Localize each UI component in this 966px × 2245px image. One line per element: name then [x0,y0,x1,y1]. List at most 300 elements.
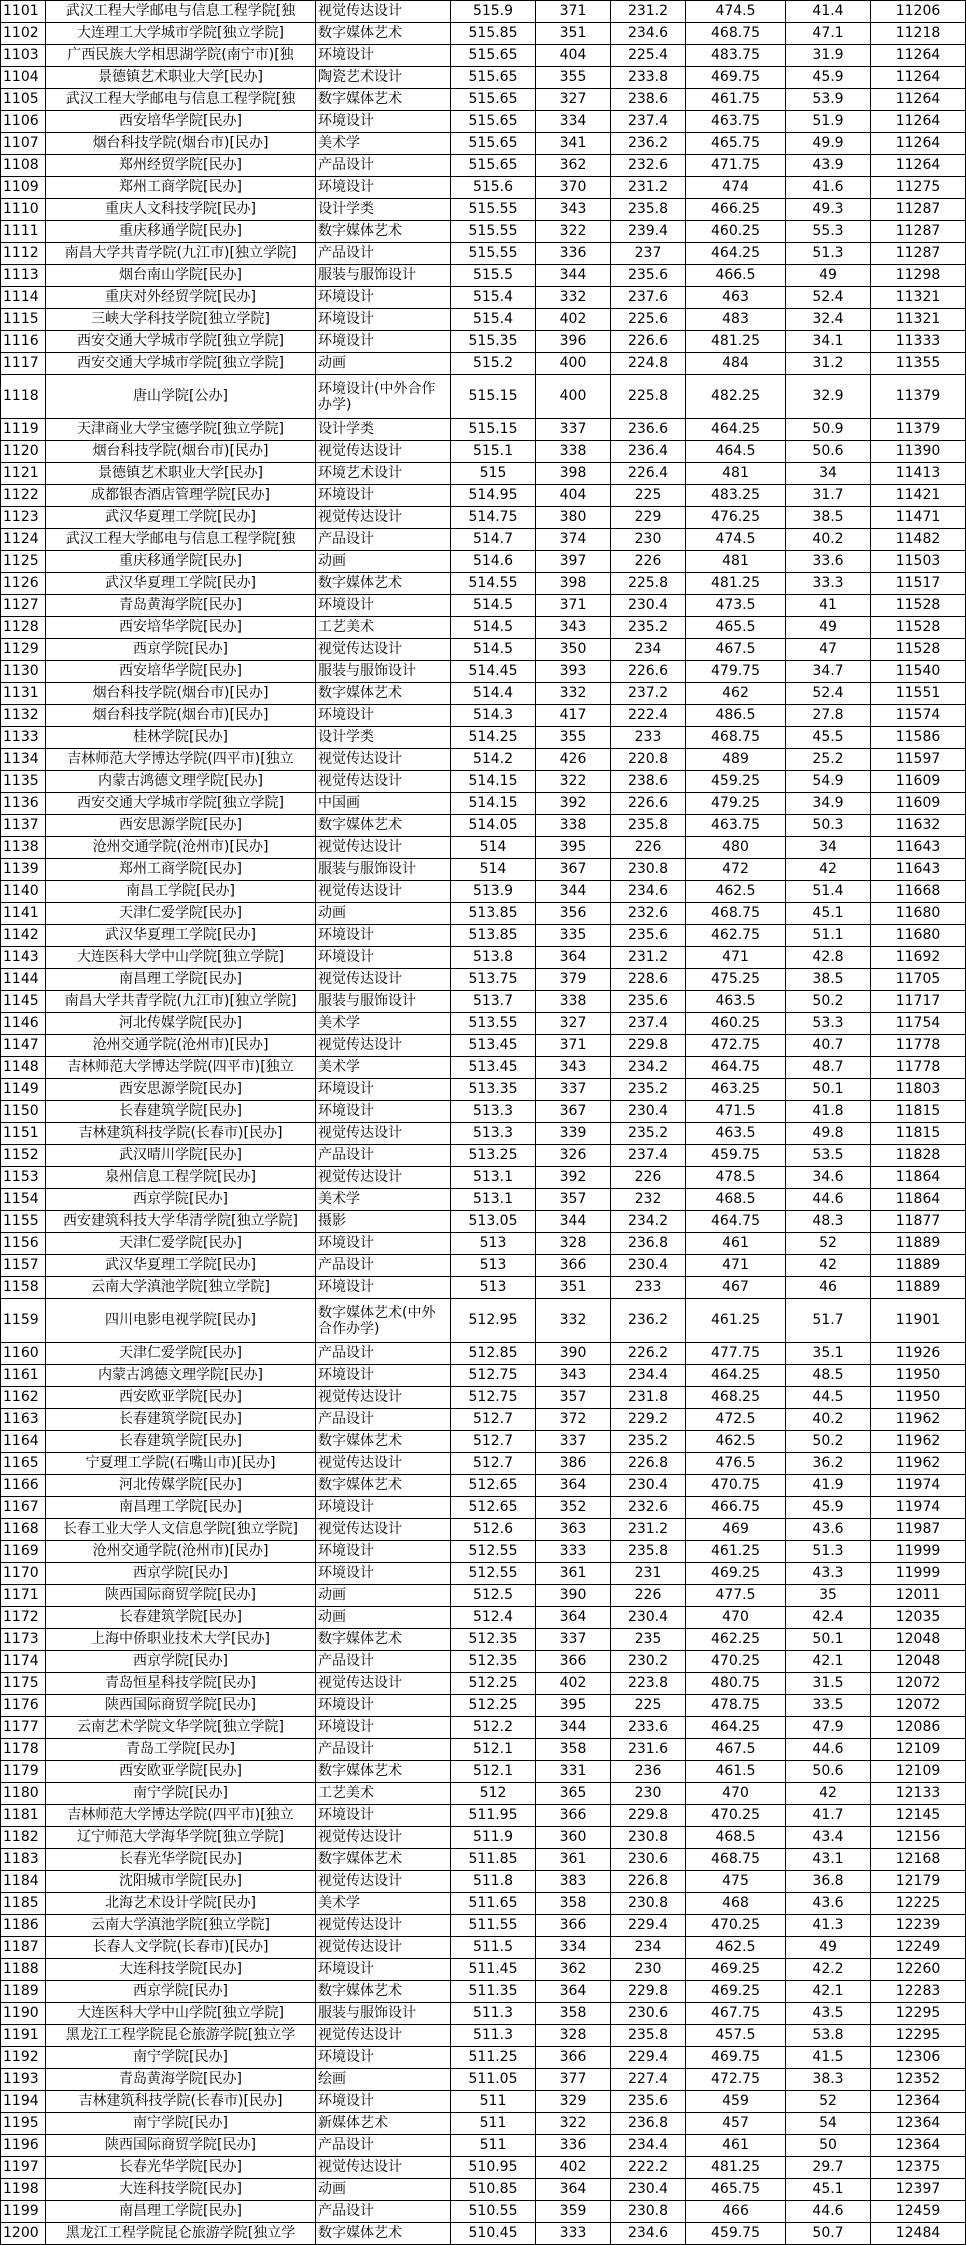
cell-7: 471.5 [686,1101,786,1123]
rank-cell: 1174 [1,1651,46,1673]
cell-5: 338 [536,991,611,1013]
position-cell: 11287 [871,221,966,243]
school-cell: 烟台南山学院[民办] [46,265,316,287]
score-cell: 515.65 [451,155,536,177]
rank-cell: 1162 [1,1387,46,1409]
school-cell: 郑州工商学院[民办] [46,859,316,881]
cell-6: 235.2 [611,1123,686,1145]
cell-8: 31.7 [786,485,871,507]
table-row [1,1585,966,1607]
cell-8: 34.6 [786,1167,871,1189]
cell-7: 467.75 [686,2003,786,2025]
school-cell: 西京学院[民办] [46,1651,316,1673]
cell-6: 231.6 [611,1739,686,1761]
table-row [1,639,966,661]
school-cell: 景德镇艺术职业大学[民办] [46,67,316,89]
cell-8: 45.1 [786,2179,871,2201]
cell-5: 355 [536,727,611,749]
table-row [1,199,966,221]
major-cell: 视觉传达设计 [316,1871,451,1893]
cell-5: 337 [536,419,611,441]
score-cell: 515.9 [451,1,536,23]
cell-7: 465.75 [686,2179,786,2201]
school-cell: 大连医科大学中山学院[独立学院] [46,947,316,969]
cell-5: 360 [536,1827,611,1849]
cell-7: 463.25 [686,1079,786,1101]
cell-8: 42 [786,859,871,881]
table-row [1,2113,966,2135]
score-cell: 512.75 [451,1387,536,1409]
rank-cell: 1166 [1,1475,46,1497]
position-cell: 12179 [871,1871,966,1893]
cell-5: 364 [536,1475,611,1497]
cell-8: 33.6 [786,551,871,573]
cell-5: 402 [536,1673,611,1695]
school-cell: 辽宁师范大学海华学院[独立学院] [46,1827,316,1849]
cell-6: 234.2 [611,1057,686,1079]
table-row [1,1453,966,1475]
school-cell: 云南大学滇池学院[独立学院] [46,1277,316,1299]
score-cell: 513 [451,1233,536,1255]
school-cell: 武汉晴川学院[民办] [46,1145,316,1167]
position-cell: 11680 [871,925,966,947]
major-cell: 美术学 [316,1189,451,1211]
cell-7: 461.75 [686,89,786,111]
major-cell: 视觉传达设计 [316,969,451,991]
table-row [1,1123,966,1145]
table-row [1,1849,966,1871]
position-cell: 11551 [871,683,966,705]
table-row [1,1189,966,1211]
cell-5: 371 [536,595,611,617]
rank-cell: 1140 [1,881,46,903]
position-cell: 12048 [871,1651,966,1673]
cell-8: 52 [786,1233,871,1255]
position-cell: 11778 [871,1035,966,1057]
major-cell: 数字媒体艺术 [316,2223,451,2245]
cell-8: 41.6 [786,177,871,199]
rank-cell: 1110 [1,199,46,221]
cell-7: 470 [686,1783,786,1805]
major-cell: 环境设计 [316,177,451,199]
cell-5: 358 [536,1739,611,1761]
position-cell: 12364 [871,2113,966,2135]
rank-cell: 1155 [1,1211,46,1233]
school-cell: 北海艺术设计学院[民办] [46,1893,316,1915]
cell-8: 40.2 [786,529,871,551]
rank-cell: 1105 [1,89,46,111]
table-row [1,2069,966,2091]
cell-7: 467.5 [686,1739,786,1761]
score-cell: 512.65 [451,1497,536,1519]
cell-7: 471 [686,1255,786,1277]
rank-cell: 1121 [1,463,46,485]
position-cell: 11264 [871,111,966,133]
major-cell: 数字媒体艺术 [316,1629,451,1651]
school-cell: 南宁学院[民办] [46,2047,316,2069]
cell-6: 230.8 [611,859,686,881]
rank-cell: 1150 [1,1101,46,1123]
rank-cell: 1119 [1,419,46,441]
cell-8: 29.7 [786,2157,871,2179]
school-cell: 西安建筑科技大学华清学院[独立学院] [46,1211,316,1233]
major-cell: 视觉传达设计 [316,1673,451,1695]
major-cell: 环境设计 [316,947,451,969]
score-cell: 513.3 [451,1123,536,1145]
cell-5: 364 [536,1981,611,2003]
table-row [1,925,966,947]
cell-6: 222.4 [611,705,686,727]
cell-8: 34.7 [786,661,871,683]
cell-7: 462 [686,683,786,705]
table-row [1,1233,966,1255]
cell-5: 361 [536,1849,611,1871]
cell-6: 237.4 [611,111,686,133]
school-cell: 西京学院[民办] [46,1189,316,1211]
position-cell: 11609 [871,793,966,815]
score-cell: 510.95 [451,2157,536,2179]
cell-6: 235.2 [611,617,686,639]
school-cell: 陕西国际商贸学院[民办] [46,1585,316,1607]
cell-7: 468.25 [686,1387,786,1409]
cell-7: 472.75 [686,1035,786,1057]
cell-7: 462.5 [686,1937,786,1959]
position-cell: 12011 [871,1585,966,1607]
position-cell: 11828 [871,1145,966,1167]
cell-5: 334 [536,111,611,133]
major-cell: 新媒体艺术 [316,2113,451,2135]
cell-7: 469.25 [686,1959,786,1981]
cell-5: 351 [536,23,611,45]
position-cell: 11413 [871,463,966,485]
school-cell: 南昌大学共青学院(九江市)[独立学院] [46,991,316,1013]
rank-cell: 1124 [1,529,46,551]
major-cell: 环境设计 [316,1541,451,1563]
major-cell: 设计学类 [316,419,451,441]
table-row [1,1761,966,1783]
score-cell: 511.65 [451,1893,536,1915]
cell-5: 351 [536,1277,611,1299]
major-cell: 美术学 [316,1057,451,1079]
cell-5: 329 [536,2091,611,2113]
rank-cell: 1192 [1,2047,46,2069]
major-cell: 视觉传达设计 [316,1519,451,1541]
cell-7: 459.75 [686,2223,786,2245]
cell-8: 47 [786,639,871,661]
position-cell: 11999 [871,1563,966,1585]
school-cell: 天津仁爱学院[民办] [46,1343,316,1365]
major-cell: 产品设计 [316,155,451,177]
table-row [1,1343,966,1365]
major-cell: 视觉传达设计 [316,1,451,23]
cell-8: 50.9 [786,419,871,441]
table-row [1,1827,966,1849]
school-cell: 重庆移通学院[民办] [46,551,316,573]
table-row [1,1057,966,1079]
school-cell: 烟台科技学院(烟台市)[民办] [46,705,316,727]
cell-7: 483.25 [686,485,786,507]
school-cell: 烟台科技学院(烟台市)[民办] [46,683,316,705]
cell-8: 38.5 [786,507,871,529]
school-cell: 黑龙江工程学院昆仑旅游学院[独立学 [46,2025,316,2047]
school-cell: 青岛黄海学院[民办] [46,2069,316,2091]
major-cell: 视觉传达设计 [316,507,451,529]
cell-8: 34.9 [786,793,871,815]
cell-7: 480 [686,837,786,859]
cell-6: 228.6 [611,969,686,991]
table-row [1,1277,966,1299]
score-cell: 514.4 [451,683,536,705]
cell-5: 336 [536,2135,611,2157]
major-cell: 视觉传达设计 [316,1035,451,1057]
position-cell: 12295 [871,2003,966,2025]
cell-6: 234.2 [611,1211,686,1233]
score-cell: 515.4 [451,309,536,331]
cell-7: 471.75 [686,155,786,177]
position-cell: 11974 [871,1475,966,1497]
cell-7: 468.75 [686,1849,786,1871]
cell-5: 339 [536,1123,611,1145]
table-row [1,705,966,727]
cell-6: 225 [611,485,686,507]
cell-7: 462.25 [686,1629,786,1651]
rank-cell: 1178 [1,1739,46,1761]
table-row [1,89,966,111]
rank-cell: 1146 [1,1013,46,1035]
rank-cell: 1182 [1,1827,46,1849]
cell-5: 392 [536,1167,611,1189]
score-cell: 513.3 [451,1101,536,1123]
major-cell: 环境设计 [316,1695,451,1717]
cell-7: 479.25 [686,793,786,815]
cell-6: 234.4 [611,2135,686,2157]
cell-5: 322 [536,771,611,793]
score-cell: 514.3 [451,705,536,727]
cell-5: 328 [536,2025,611,2047]
position-cell: 11643 [871,859,966,881]
school-cell: 武汉工程大学邮电与信息工程学院[独 [46,529,316,551]
cell-8: 54 [786,2113,871,2135]
major-cell: 动画 [316,353,451,375]
rank-cell: 1141 [1,903,46,925]
cell-8: 46 [786,1277,871,1299]
score-cell: 514.5 [451,617,536,639]
cell-6: 226 [611,551,686,573]
position-cell: 11692 [871,947,966,969]
cell-5: 404 [536,485,611,507]
major-cell: 环境艺术设计 [316,463,451,485]
cell-6: 236.2 [611,133,686,155]
cell-8: 48.3 [786,1211,871,1233]
score-cell: 511 [451,2091,536,2113]
position-cell: 11586 [871,727,966,749]
cell-7: 460.25 [686,221,786,243]
cell-8: 42.8 [786,947,871,969]
cell-8: 53.5 [786,1145,871,1167]
cell-8: 42.1 [786,1651,871,1673]
cell-7: 466.5 [686,265,786,287]
cell-5: 361 [536,1563,611,1585]
position-cell: 12072 [871,1695,966,1717]
score-cell: 515.65 [451,45,536,67]
position-cell: 11287 [871,243,966,265]
table-row [1,1013,966,1035]
score-cell: 515.65 [451,89,536,111]
major-cell: 视觉传达设计 [316,441,451,463]
cell-6: 226 [611,1167,686,1189]
cell-5: 402 [536,2157,611,2179]
cell-6: 232.6 [611,155,686,177]
score-cell: 514.55 [451,573,536,595]
cell-5: 358 [536,1893,611,1915]
rank-cell: 1114 [1,287,46,309]
major-cell: 环境设计 [316,1497,451,1519]
table-row [1,617,966,639]
rank-cell: 1190 [1,2003,46,2025]
score-cell: 515.1 [451,441,536,463]
table-body [1,1,966,2245]
position-cell: 12048 [871,1629,966,1651]
rank-cell: 1163 [1,1409,46,1431]
cell-7: 464.75 [686,1057,786,1079]
cell-6: 230.8 [611,2201,686,2223]
rank-cell: 1149 [1,1079,46,1101]
cell-5: 390 [536,1343,611,1365]
score-cell: 511.45 [451,1959,536,1981]
school-cell: 沈阳城市学院[民办] [46,1871,316,1893]
cell-8: 38.5 [786,969,871,991]
table-row [1,947,966,969]
cell-8: 50.7 [786,2223,871,2245]
rank-cell: 1172 [1,1607,46,1629]
table-row [1,837,966,859]
rank-cell: 1184 [1,1871,46,1893]
school-cell: 沧州交通学院(沧州市)[民办] [46,1541,316,1563]
cell-8: 32.9 [786,375,871,419]
cell-7: 461.5 [686,1761,786,1783]
cell-6: 234.6 [611,23,686,45]
position-cell: 12283 [871,1981,966,2003]
position-cell: 11864 [871,1167,966,1189]
cell-5: 343 [536,617,611,639]
rank-cell: 1125 [1,551,46,573]
cell-5: 322 [536,221,611,243]
position-cell: 11482 [871,529,966,551]
major-cell: 产品设计 [316,1409,451,1431]
school-cell: 长春建筑学院[民办] [46,1409,316,1431]
major-cell: 视觉传达设计 [316,2157,451,2179]
cell-7: 465.5 [686,617,786,639]
major-cell: 数字媒体艺术 [316,221,451,243]
cell-5: 338 [536,441,611,463]
score-cell: 515.2 [451,353,536,375]
major-cell: 环境设计 [316,1277,451,1299]
cell-7: 482.25 [686,375,786,419]
rank-cell: 1126 [1,573,46,595]
cell-7: 481 [686,463,786,485]
table-row [1,1541,966,1563]
cell-6: 225 [611,1695,686,1717]
cell-8: 43.9 [786,155,871,177]
cell-6: 232 [611,1189,686,1211]
score-cell: 511.05 [451,2069,536,2091]
cell-6: 233.8 [611,67,686,89]
cell-8: 33.3 [786,573,871,595]
school-cell: 南宁学院[民办] [46,1783,316,1805]
cell-8: 27.8 [786,705,871,727]
cell-6: 222.2 [611,2157,686,2179]
cell-6: 226.2 [611,1343,686,1365]
school-cell: 武汉工程大学邮电与信息工程学院[独 [46,1,316,23]
score-cell: 514.05 [451,815,536,837]
cell-8: 31.9 [786,45,871,67]
position-cell: 11962 [871,1431,966,1453]
cell-7: 468.75 [686,727,786,749]
position-cell: 11379 [871,375,966,419]
position-cell: 11574 [871,705,966,727]
major-cell: 环境设计 [316,2047,451,2069]
cell-8: 49.9 [786,133,871,155]
school-cell: 吉林师范大学博达学院(四平市)[独立 [46,1805,316,1827]
cell-7: 470 [686,1607,786,1629]
rank-cell: 1129 [1,639,46,661]
school-cell: 重庆人文科技学院[民办] [46,199,316,221]
cell-5: 363 [536,1519,611,1541]
cell-6: 230 [611,529,686,551]
rank-cell: 1118 [1,375,46,419]
cell-6: 236 [611,1761,686,1783]
cell-5: 367 [536,859,611,881]
major-cell: 摄影 [316,1211,451,1233]
rank-cell: 1183 [1,1849,46,1871]
cell-7: 475.25 [686,969,786,991]
score-cell: 513.75 [451,969,536,991]
rank-cell: 1189 [1,1981,46,2003]
school-cell: 西安欧亚学院[民办] [46,1761,316,1783]
cell-8: 34 [786,837,871,859]
position-cell: 11528 [871,639,966,661]
major-cell: 环境设计 [316,2091,451,2113]
position-cell: 11717 [871,991,966,1013]
score-cell: 514.45 [451,661,536,683]
school-cell: 黑龙江工程学院昆仑旅游学院[独立学 [46,2223,316,2245]
cell-8: 44.6 [786,2201,871,2223]
table-row [1,1937,966,1959]
table-row [1,1563,966,1585]
table-row [1,1673,966,1695]
cell-8: 35.1 [786,1343,871,1365]
major-cell: 数字媒体艺术 [316,1981,451,2003]
cell-5: 343 [536,1057,611,1079]
rank-cell: 1167 [1,1497,46,1519]
score-cell: 515.35 [451,331,536,353]
major-cell: 动画 [316,903,451,925]
score-cell: 512.65 [451,1475,536,1497]
cell-8: 44.6 [786,1189,871,1211]
rank-cell: 1128 [1,617,46,639]
table-row [1,177,966,199]
position-cell: 11275 [871,177,966,199]
table-row [1,67,966,89]
table-row [1,1387,966,1409]
rank-cell: 1116 [1,331,46,353]
cell-8: 53.9 [786,89,871,111]
rank-cell: 1122 [1,485,46,507]
major-cell: 视觉传达设计 [316,1167,451,1189]
table-row [1,683,966,705]
score-cell: 514.75 [451,507,536,529]
cell-5: 386 [536,1453,611,1475]
